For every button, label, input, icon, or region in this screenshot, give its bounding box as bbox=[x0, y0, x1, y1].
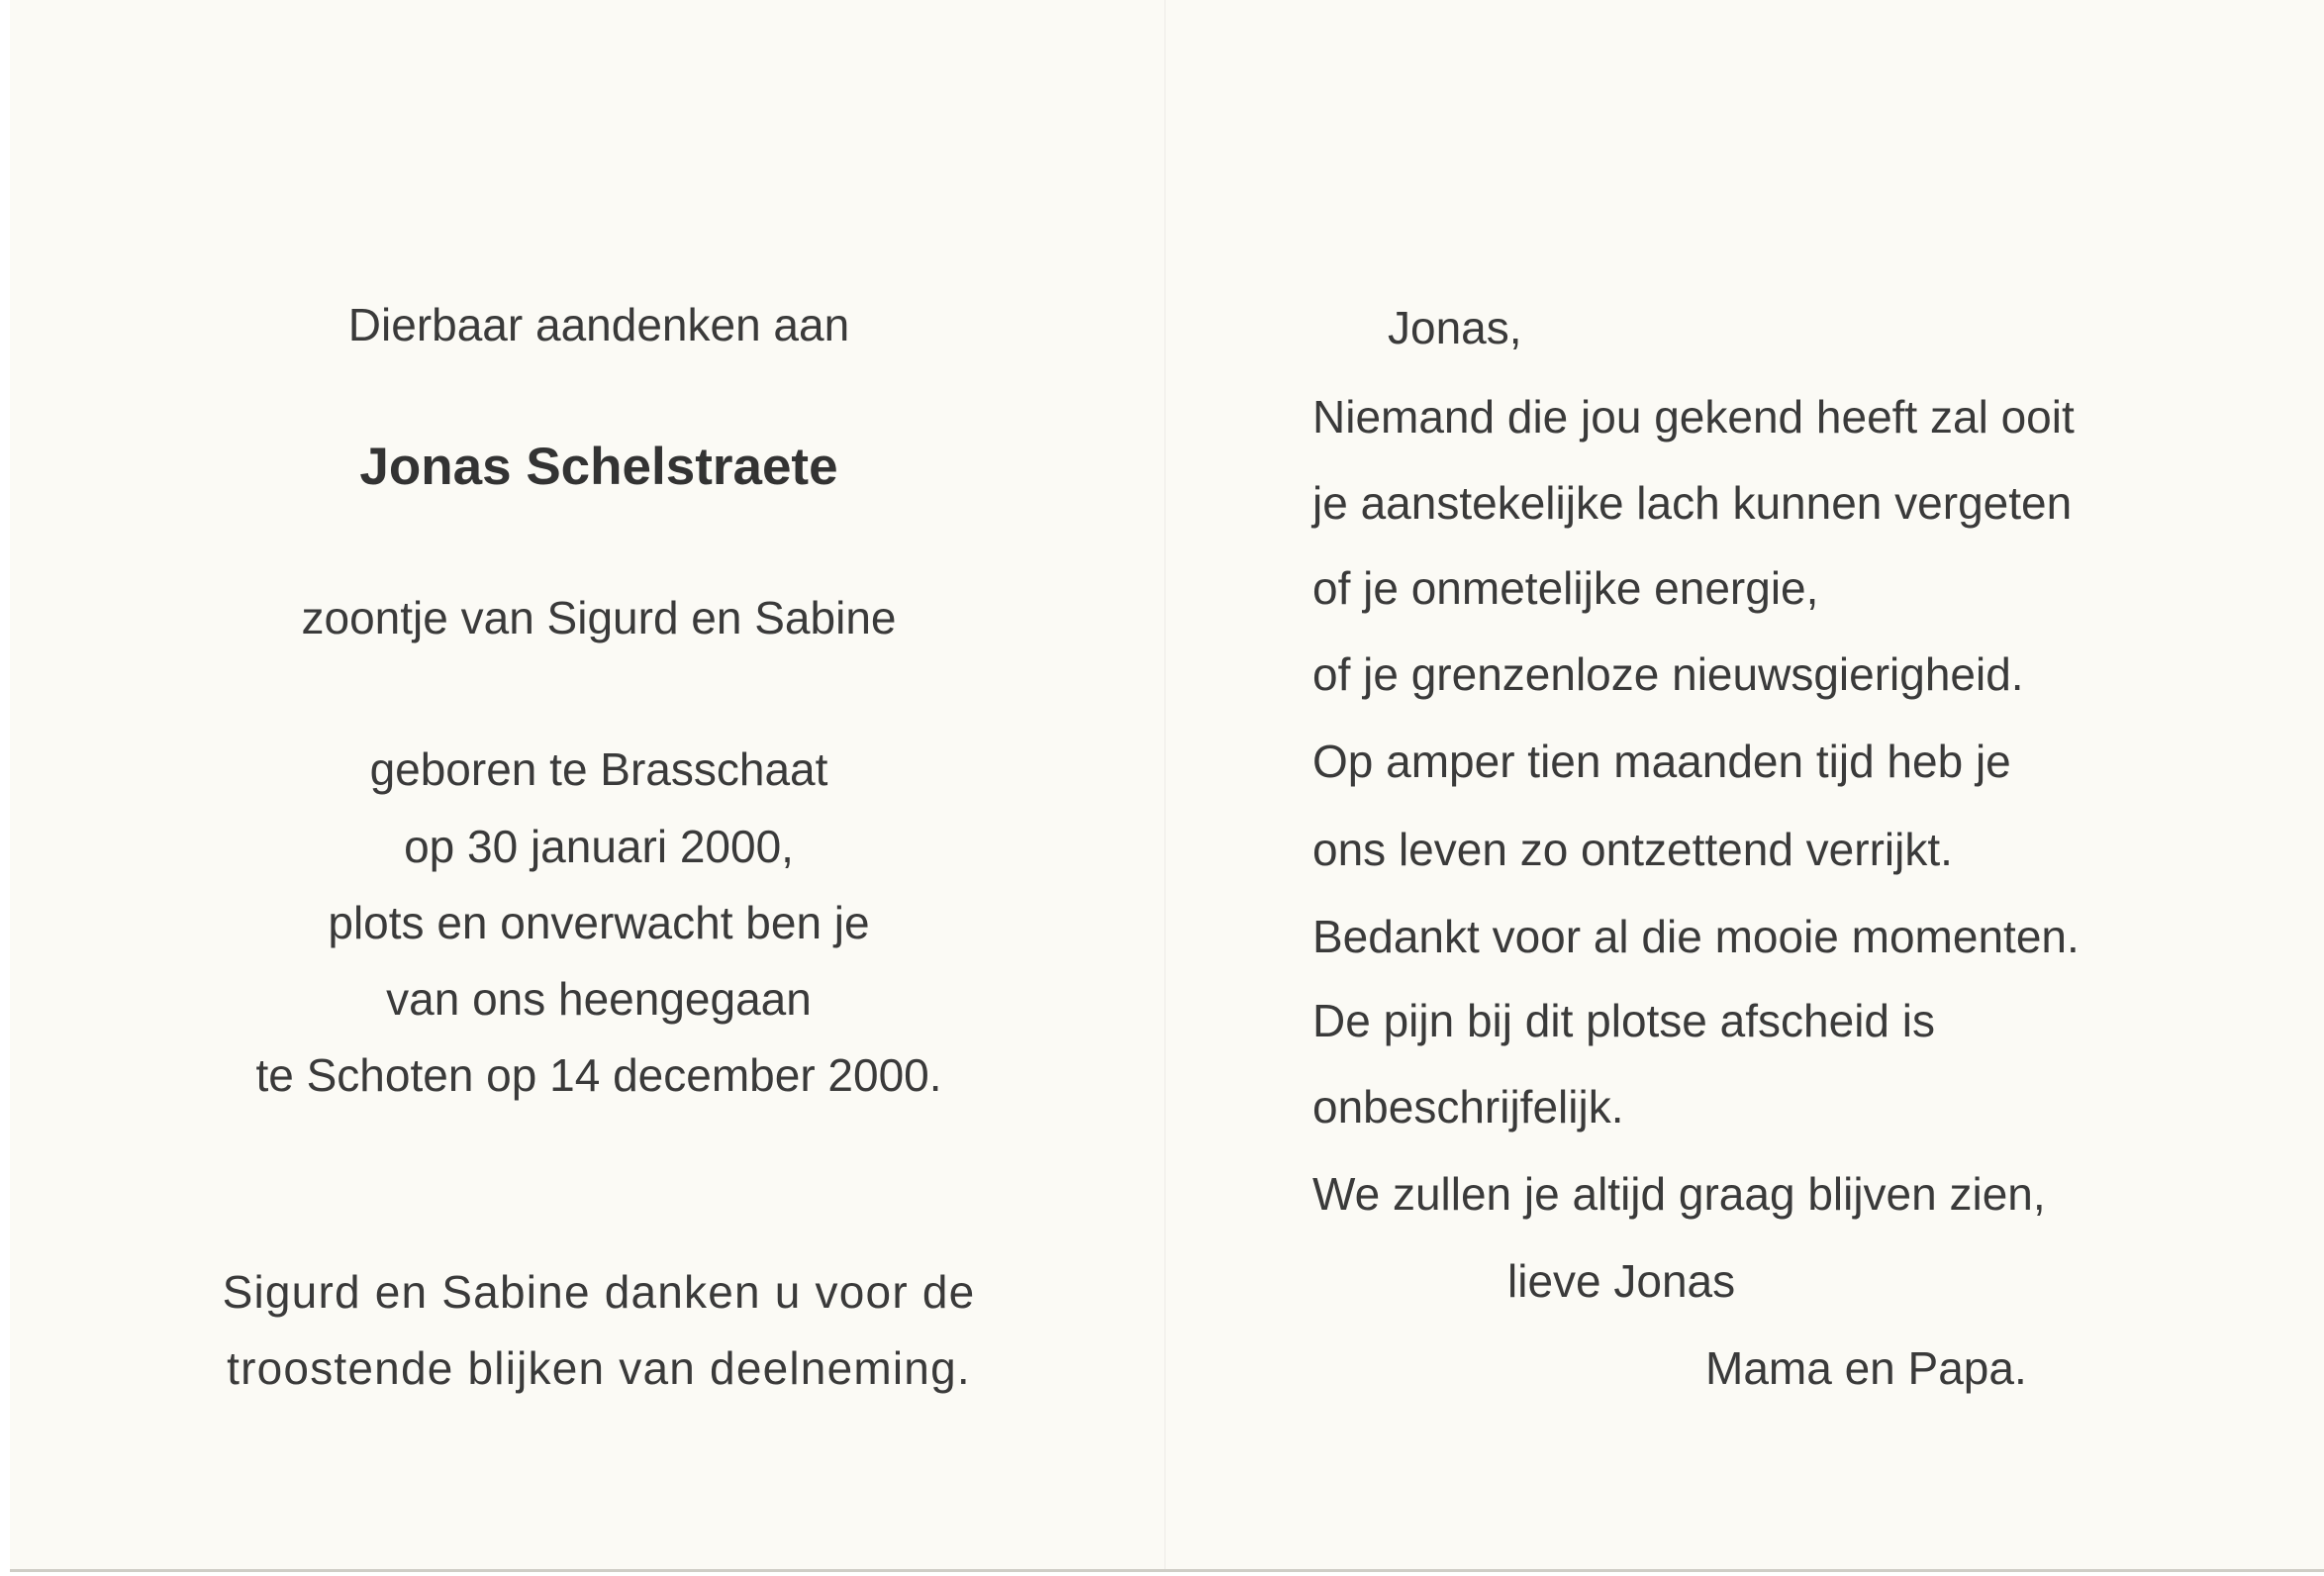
poem-line: of je onmetelijke energie, bbox=[1312, 562, 1819, 614]
closing-line: lieve Jonas bbox=[1507, 1255, 1736, 1307]
birth-place: geboren te Brasschaat bbox=[369, 743, 828, 795]
death-place-date: te Schoten op 14 december 2000. bbox=[255, 1049, 942, 1101]
birth-date: op 30 januari 2000, bbox=[404, 821, 794, 872]
deceased-name: Jonas Schelstraete bbox=[359, 438, 838, 496]
poem-line: De pijn bij dit plotse afscheid is bbox=[1312, 995, 1935, 1046]
parents-line: zoontje van Sigurd en Sabine bbox=[301, 592, 897, 643]
poem-line: Op amper tien maanden tijd heb je bbox=[1312, 736, 2011, 787]
signature: Mama en Papa. bbox=[1705, 1342, 2027, 1394]
poem-line: Bedankt voor al die mooie momenten. bbox=[1312, 911, 2080, 962]
salutation: Jonas, bbox=[1388, 302, 1522, 353]
poem-line: of je grenzenloze nieuwsgierigheid. bbox=[1312, 648, 2024, 700]
death-line-2: van ons heengegaan bbox=[386, 973, 812, 1025]
poem-line: Niemand die jou gekend heeft zal ooit bbox=[1312, 391, 2075, 443]
poem-line: onbeschrijfelijk. bbox=[1312, 1081, 1624, 1133]
thanks-line-2: troostende blijken van deelneming. bbox=[227, 1342, 971, 1394]
poem-line: We zullen je altijd graag blijven zien, bbox=[1312, 1168, 2046, 1220]
memorial-card bbox=[10, 0, 2324, 1572]
death-line-1: plots en onverwacht ben je bbox=[328, 897, 870, 948]
thanks-line-1: Sigurd en Sabine danken u voor de bbox=[222, 1266, 976, 1318]
poem-line: ons leven zo ontzettend verrijkt. bbox=[1312, 824, 1953, 875]
intro-text: Dierbaar aandenken aan bbox=[347, 299, 850, 350]
poem-line: je aanstekelijke lach kunnen vergeten bbox=[1312, 477, 2073, 529]
